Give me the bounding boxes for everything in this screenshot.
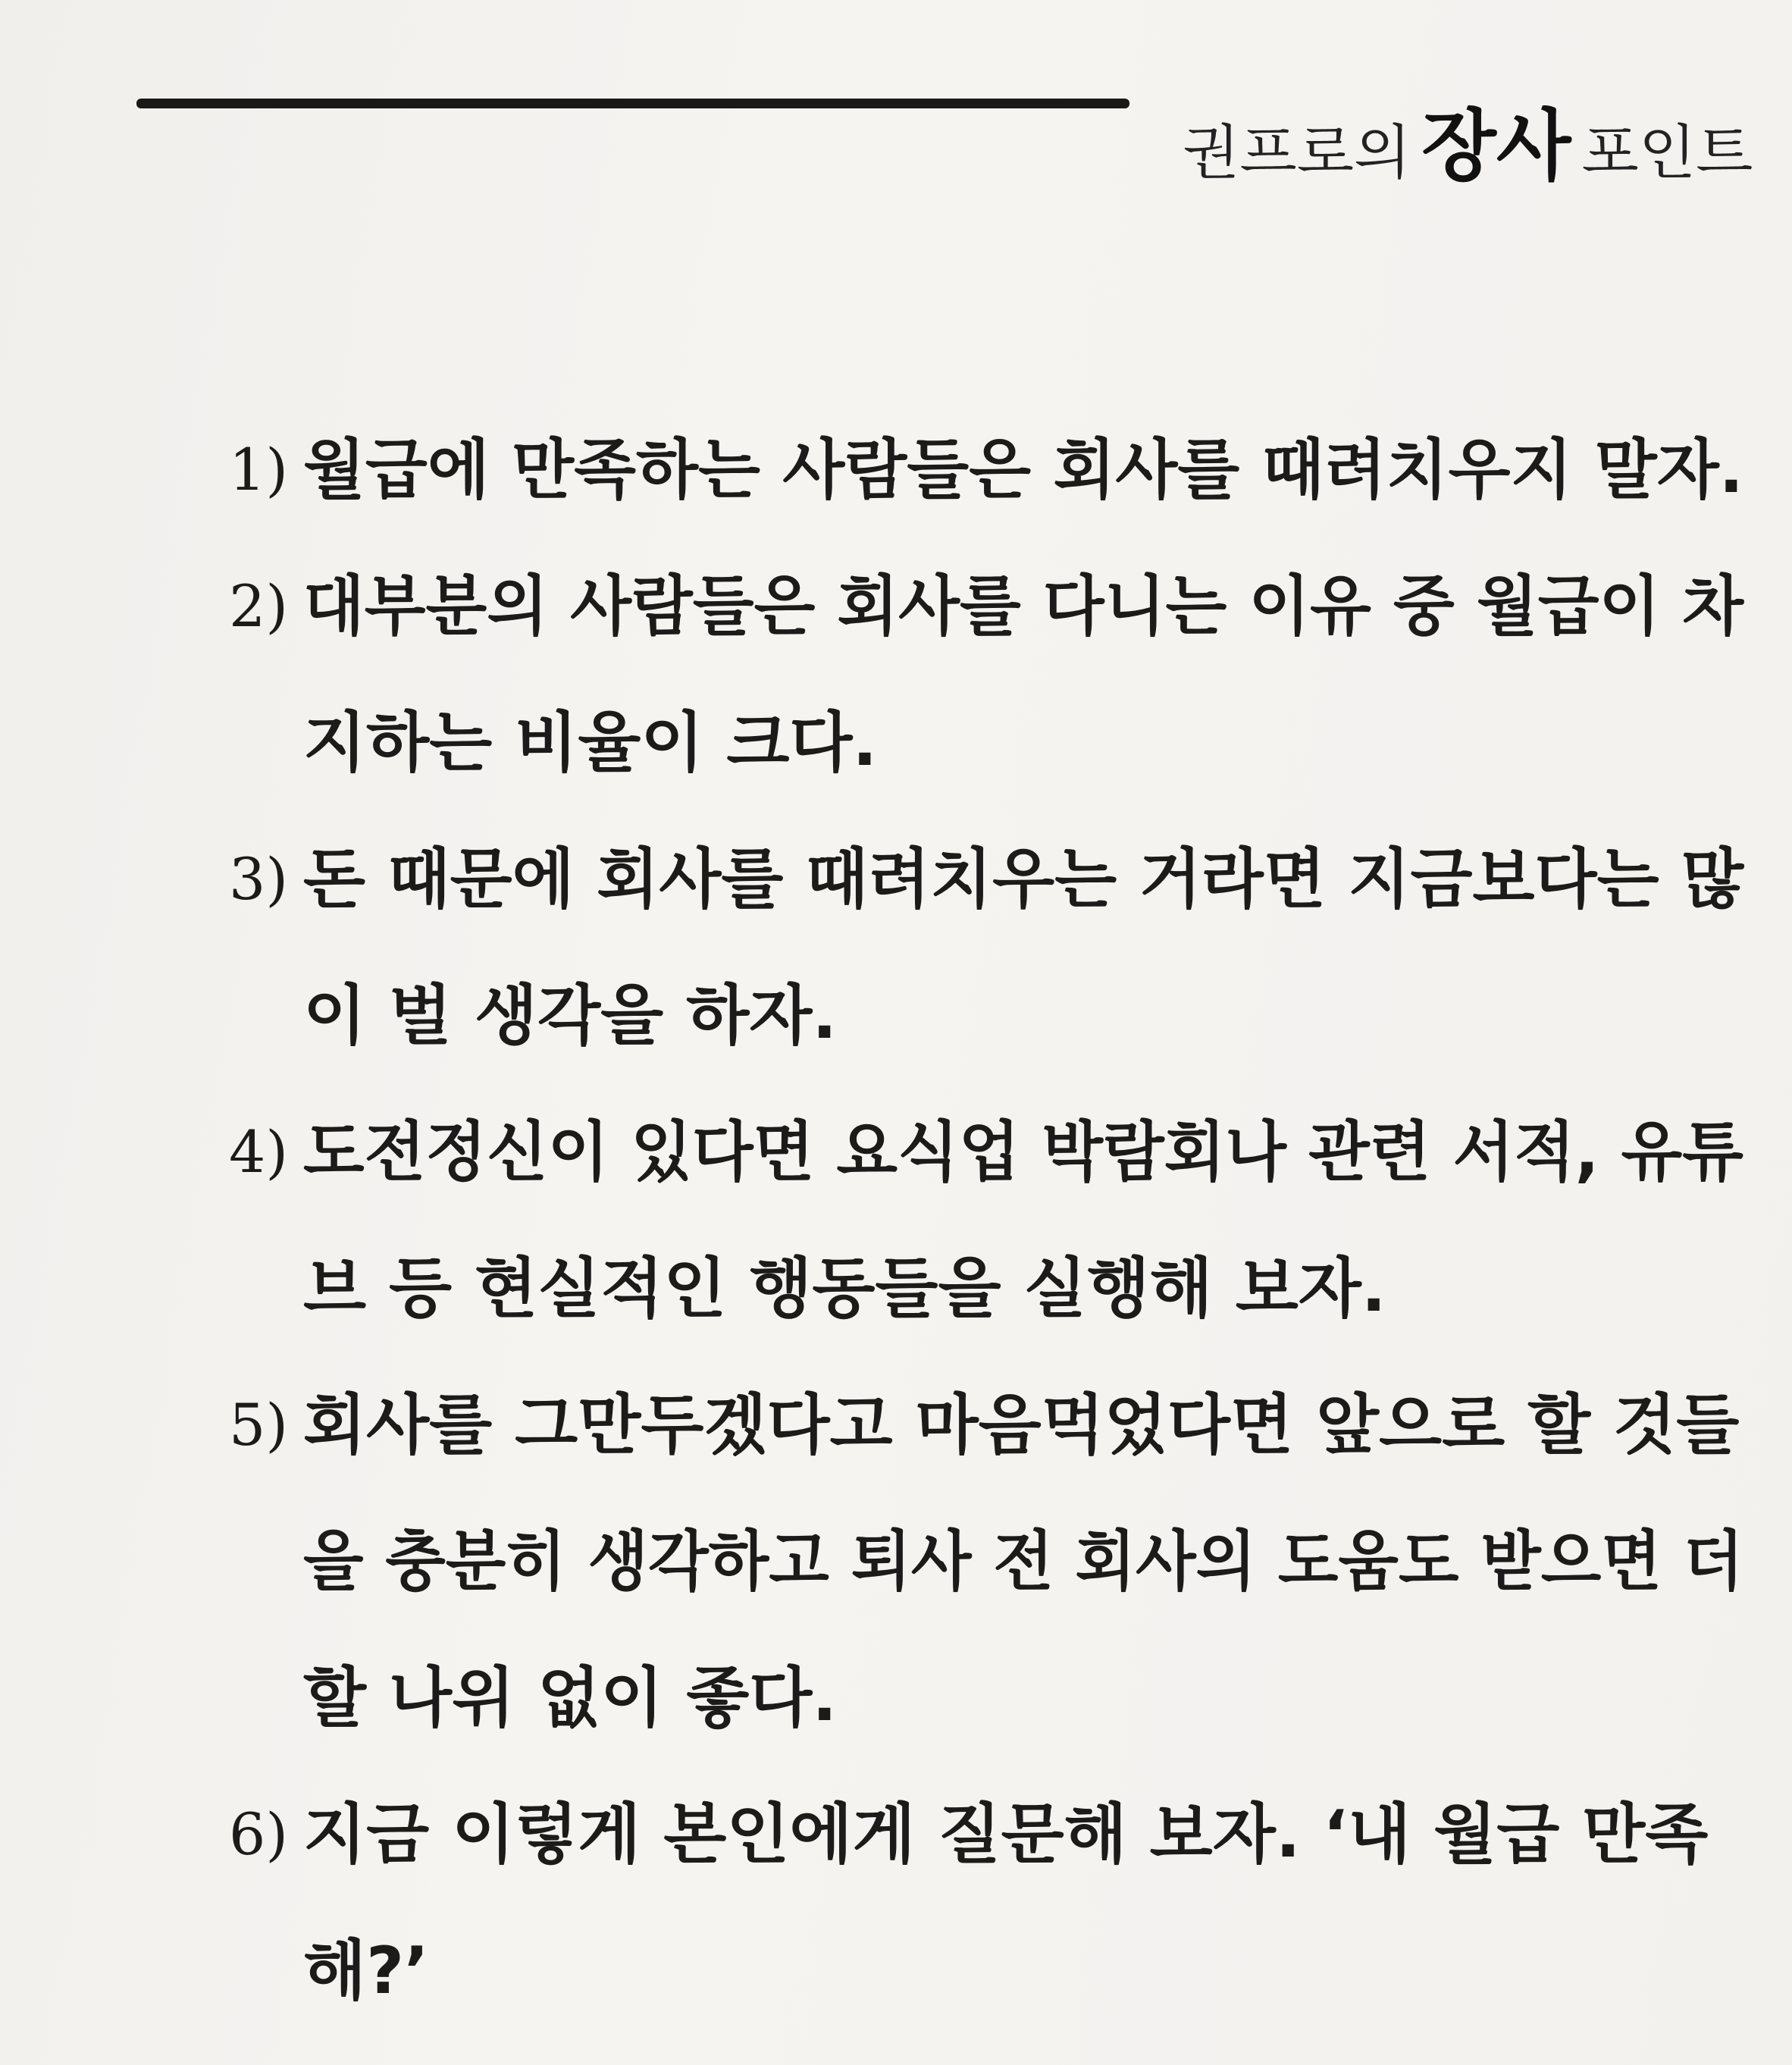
- item-line: 회사를 그만두겠다고 마음먹었다면 앞으로 할 것들: [303, 1387, 1740, 1463]
- item-number: 1): [228, 436, 288, 503]
- header-prefix: 권프로의: [1183, 119, 1411, 187]
- item-text: [303, 1766, 1743, 2039]
- item-line: 대부분의 사람들은 회사를 다니는 이유 중 월급이 차: [303, 569, 1744, 644]
- item-number: 4): [228, 1118, 288, 1186]
- item-line: 지금 이렇게 본인에게 질문해 보자. ‘내 월급 만족: [303, 1797, 1709, 1872]
- item-text: [303, 402, 1743, 538]
- item-line: 브 등 현실적인 행동들을 실행해 보자.: [303, 1251, 1386, 1327]
- item-line: 도전정신이 있다면 요식업 박람회나 관련 서적, 유튜: [303, 1114, 1743, 1190]
- item-line: 이 벌 생각을 하자.: [303, 978, 838, 1054]
- item-number: 6): [228, 1800, 288, 1868]
- item-line: 돈 때문에 회사를 때려치우는 거라면 지금보다는 많: [303, 841, 1744, 917]
- item-line: 해?’: [303, 1933, 429, 2009]
- item-text: [303, 538, 1743, 811]
- item-number: 5): [228, 1391, 288, 1459]
- item-text: [303, 1357, 1743, 1766]
- item-line: 월급에 만족하는 사람들은 회사를 때려치우지 말자.: [303, 432, 1743, 508]
- item-text: [303, 811, 1743, 1084]
- header-suffix: 포인트: [1581, 119, 1753, 187]
- item-line: 지하는 비율이 크다.: [303, 705, 878, 781]
- item-number: 2): [228, 572, 288, 640]
- header-emphasis: 장사: [1421, 102, 1571, 192]
- item-text: [303, 1084, 1743, 1357]
- item-line: 을 충분히 생각하고 퇴사 전 회사의 도움도 받으면 더: [303, 1524, 1744, 1600]
- item-line: 할 나위 없이 좋다.: [303, 1660, 838, 1736]
- item-number: 3): [228, 845, 288, 913]
